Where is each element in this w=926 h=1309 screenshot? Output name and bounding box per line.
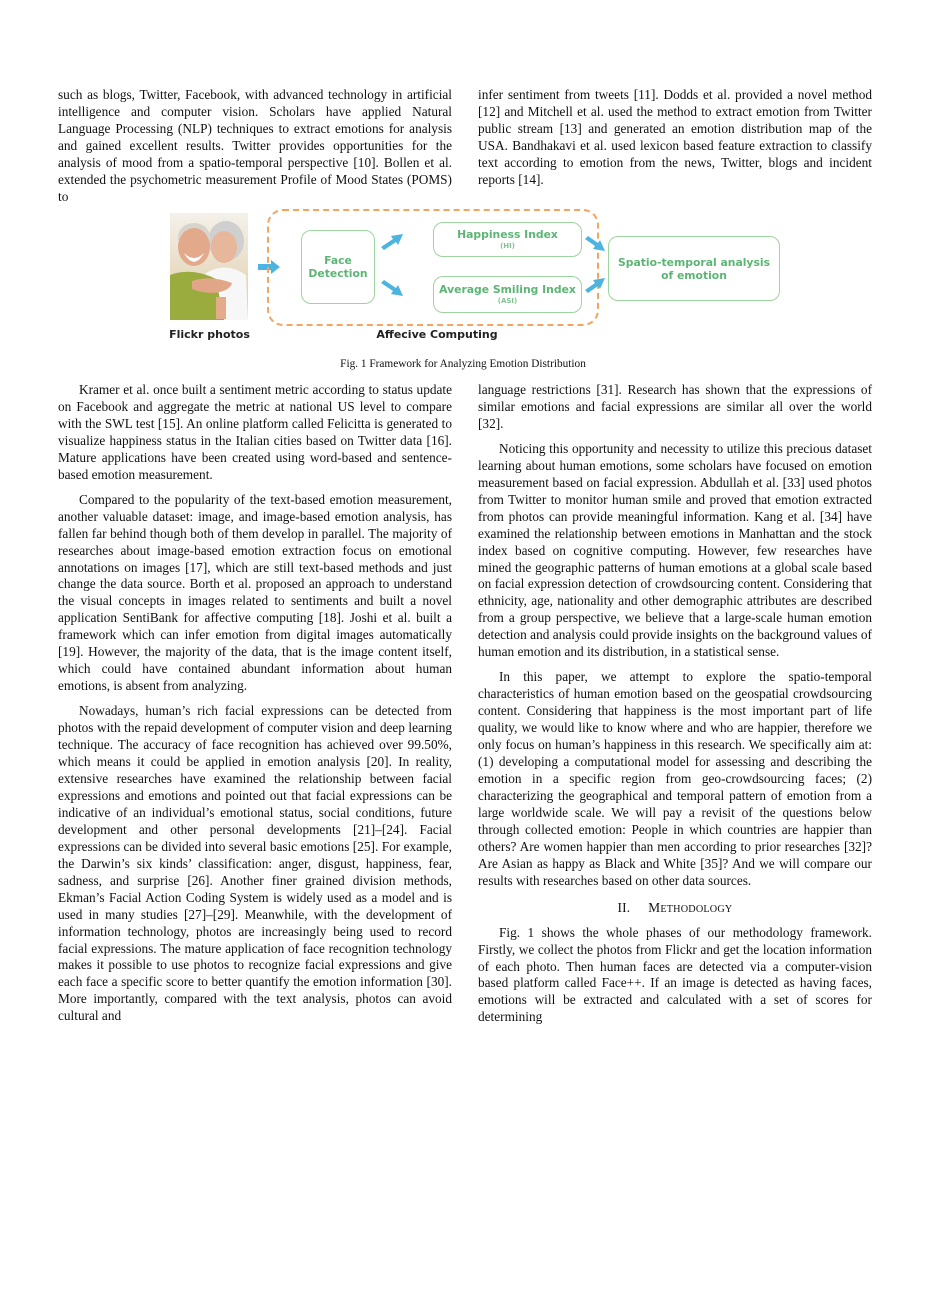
arrow-up-right-icon xyxy=(585,277,605,293)
average-smiling-index-node xyxy=(433,276,582,313)
paragraph: infer sentiment from tweets [11]. Dodds et al. provided a novel method [12] and Mitchell et al. used the method to extract emotion from Twitter public stream [13] and generated an emotion distribution map of the USA. Bandhakavi et al. used lexicon based feature extraction to classify text according to emotion from the news, Twitter, blogs and incident reports [14]. xyxy=(478,87,872,187)
flickr-photos-label: Flickr photos xyxy=(169,328,250,341)
happiness-index-abbr: (HI) xyxy=(500,242,515,250)
top-right-column xyxy=(478,87,872,197)
section-number: II. xyxy=(617,899,631,915)
face-detection-node xyxy=(301,230,375,304)
paragraph: Fig. 1 shows the whole phases of our methodology framework. Firstly, we collect the photos from Flickr and get the location information of each photo. Then human faces are detected via a computer-vision based platform called Face++. If an image is detected as having faces, emotions will be extracted and calculated with a set of scores for determining xyxy=(478,924,872,1025)
spatio-temporal-label-line2: of emotion xyxy=(661,268,727,282)
paragraph: Noticing this opportunity and necessity to utilize this precious dataset learning about human emotions, some scholars have focused on emotion measurement based on facial expression. Abdullah et al. [33] used photos from Twitter to monitor human smile and proved that emotion extracted from photos can provide meaningful information. Kang et al. [34] have examined the relationship between emotions in Manhattan and the stock index based on cognitive computing. However, few researches have mined the geographic patterns of human emotions at a global scale based on facial expression detection of crowdsourcing content. Considering that ethnicity, age, nationality and other demographic attributes are described from a group perspective, we believe that a large-scale human emotion detection and analysis could provide insights on the background values of human emotion and its distribution, in a statistical sense. xyxy=(478,440,872,660)
right-column xyxy=(478,382,872,1034)
face-detection-label: Face Detection xyxy=(308,254,368,280)
framework-figure xyxy=(162,205,792,345)
paragraph: Compared to the popularity of the text-based emotion measurement, another valuable dataset: image, and image-based emotion analysis, has fallen far behind though both of them develop in parallel. The majority of researches about image-based emotion extraction focus on emotional annotations on images [17], which are still text-based methods and just change the data source. Borth et al. proposed an approach to understand the visual concepts in images related to sentiments and built a novel application SentiBank for affective computing [18]. Joshi et al. built a framework which can infer emotion from digital images automatically [19]. However, the majority of the data, that is the image content itself, which could have contained abundant information about human emotions, is absent from analyzing. xyxy=(58,491,452,694)
paragraph: Kramer et al. once built a sentiment metric according to status update on Facebook and aggregate the metric at national US level to compare with the SWL test [15]. An online platform called Felicitta is generated to visualize happiness status in the Italian cities based on Twitter data [16]. Mature applications have been created using word-based and sentence-based emotion measurement. xyxy=(58,382,452,482)
spatio-temporal-analysis-node xyxy=(608,236,780,301)
flickr-photo xyxy=(170,213,248,320)
couple-photo-icon xyxy=(170,213,248,320)
spatio-temporal-label-line1: Spatio-temporal analysis xyxy=(617,255,771,269)
left-column xyxy=(58,382,452,1033)
average-smiling-index-label: Average Smiling Index xyxy=(439,283,576,296)
figure-caption: Fig. 1 Framework for Analyzing Emotion Distribution xyxy=(340,358,586,370)
paragraph: In this paper, we attempt to explore the spatio-temporal characteristics of human emotion based on the geospatial crowdsourcing content. Considering that happiness is the most important part of life quality, we would like to know where and who are happier, therefore we only focus on human’s happiness in this research. We specifically aim at: (1) developing a computational model for assessing and describing the emotion in a specific region from geo-crowdsourcing faces; (2) characterizing the geographical and temporal pattern of emotion from a large worldwide scale. We will pay a revisit of the questions below through collected emotion: People in which countries are happier than others? Are women happier than men according to prior researches [32]? Are Asian as happy as Black and White [35]? And we will compare our results with researches based on other data sources. xyxy=(478,669,872,888)
average-smiling-index-abbr: (ASI) xyxy=(497,297,518,305)
top-left-column xyxy=(58,87,452,214)
section-title-rest: ETHODOLOGY xyxy=(660,903,733,915)
happiness-index-node xyxy=(433,222,582,257)
arrow-down-right-icon xyxy=(585,236,605,252)
paragraph: such as blogs, Twitter, Facebook, with advanced technology in artificial intelligence and computer vision. Scholars have applied Natural Language Processing (NLP) techniques to extract emotions for analysis and gained excellent results. Twitter provides opportunities for the analysis of mood from a spatio-temporal perspective [10]. Bollen et al. extended the psychometric measurement Profile of Mood States (POMS) to xyxy=(58,87,452,204)
arrow-down-right-icon xyxy=(381,279,403,297)
happiness-index-label: Happiness Index xyxy=(457,228,558,241)
paragraph: language restrictions [31]. Research has shown that the expressions of similar emotions and facial expressions are similar all over the world [32]. xyxy=(478,382,872,431)
affective-computing-label: Affecive Computing xyxy=(376,328,498,341)
paragraph: Nowadays, human’s rich facial expressions can be detected from photos with the repaid development of computer vision and deep learning technique. The accuracy of face recognition has achieved over 99.50%, which means it could be applied in emotion analysis [20]. In reality, extensive researches have examined the relationship between facial expressions and emotions and pointed out that facial expressions can be indicative of an individual’s emotional status, social conditions, future development and other personal developments [21]–[24]. Facial expressions can be divided into several basic emotions [25]. For example, the Darwin’s six kinds’ classification: anger, disgust, happiness, fear, sadness, and surprise [26]. Another finer grained division methods, Ekman’s Facial Action Coding System is widely used as a model and is used in many studies [27]–[29]. Meanwhile, with the development of information technology, photos are increasingly being used to record facial expressions. The mature application of face recognition technology makes it possible to use photos to recognize facial expressions and give each face a specific score to better quantify the emotion information [30]. More importantly, compared with the text analysis, photos can avoid cultural and xyxy=(58,703,452,1024)
arrow-up-right-icon xyxy=(381,233,403,251)
section-title-initial: M xyxy=(648,899,661,915)
section-heading-methodology xyxy=(478,900,872,919)
